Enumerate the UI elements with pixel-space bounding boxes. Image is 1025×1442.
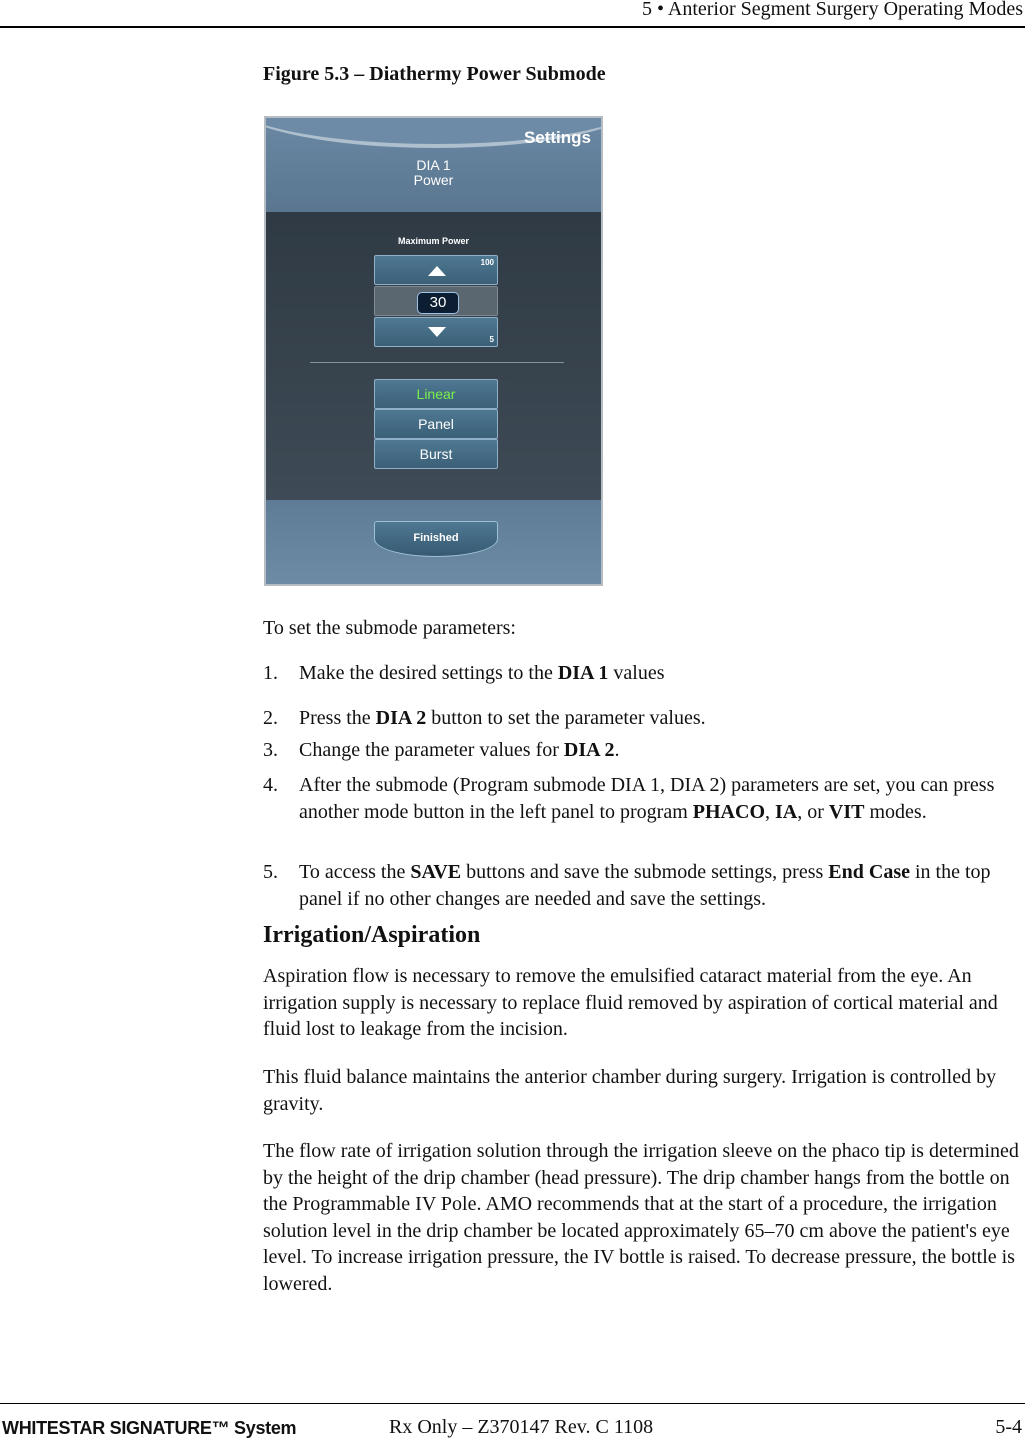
settings-label: Settings xyxy=(523,128,591,147)
submode-title-line2: Power xyxy=(413,172,454,188)
diathermy-settings-screen xyxy=(264,116,603,586)
power-increase-button[interactable] xyxy=(374,255,498,285)
mode-burst-button[interactable]: Burst xyxy=(374,439,498,469)
arrow-up-icon xyxy=(428,266,446,276)
step-1: 1. Make the desired settings to the DIA 1 values xyxy=(263,662,665,684)
step-5: 5. To access the SAVE buttons and save the submode settings, press End Case in the top panel if no other changes are needed and save the settings. xyxy=(263,861,991,910)
page-number: 5-4 xyxy=(995,1416,1022,1438)
submode-title xyxy=(266,158,601,188)
finished-button[interactable]: Finished xyxy=(374,521,498,557)
mode-panel-button[interactable]: Panel xyxy=(374,409,498,439)
paragraph-1: Aspiration flow is necessary to remove the emulsified cataract material from the eye. An irrigation supply is necessary to replace fluid removed by aspiration of cortical material and fluid lost to leakage from the incision. xyxy=(263,965,998,1040)
divider xyxy=(310,362,564,363)
paragraph-2: This fluid balance maintains the anterior chamber during surgery. Irrigation is controlled by gravity. xyxy=(263,1066,997,1115)
power-decrease-button[interactable] xyxy=(374,317,498,347)
step-4: 4. After the submode (Program submode DIA 1, DIA 2) parameters are set, you can press another mode button in the left panel to program PHACO, IA, or VIT modes. xyxy=(263,774,995,823)
arrow-down-icon xyxy=(428,327,446,337)
screen-header xyxy=(266,118,601,212)
footer-product: WHITESTAR SIGNATURE™ System xyxy=(2,1418,297,1438)
paragraph-3: The flow rate of irrigation solution through the irrigation sleeve on the phaco tip is determined by the height of the drip chamber (head pressure). The drip chamber hangs from the bottle on the Programmable IV Pole. AMO recommends that at the start of a procedure, the irrigation solution level in the drip chamber be located approximately 65–70 cm above the patient's eye level. To increase irrigation pressure, the IV bottle is raised. To decrease pressure, the bottle is lowered. xyxy=(263,1140,1019,1295)
mode-linear-button[interactable]: Linear xyxy=(374,379,498,409)
step-2: 2. Press the DIA 2 button to set the parameter values. xyxy=(263,707,706,729)
footer-rule xyxy=(0,1403,1025,1404)
step-3: 3. Change the parameter values for DIA 2. xyxy=(263,739,620,761)
min-limit: 5 xyxy=(489,335,494,344)
footer-doc-id: Rx Only – Z370147 Rev. C 1108 xyxy=(389,1416,654,1438)
max-limit: 100 xyxy=(480,258,494,267)
figure-caption: Figure 5.3 – Diathermy Power Submode xyxy=(263,63,606,85)
section-heading: Irrigation/Aspiration xyxy=(263,922,481,948)
power-value: 30 xyxy=(417,292,459,314)
header-rule xyxy=(0,26,1025,28)
running-header: 5 • Anterior Segment Surgery Operating Modes xyxy=(641,0,1023,20)
power-value-display xyxy=(374,286,498,316)
max-power-label: Maximum Power xyxy=(397,236,470,246)
submode-title-line1: DIA 1 xyxy=(416,157,451,173)
intro-text: To set the submode parameters: xyxy=(263,617,516,639)
